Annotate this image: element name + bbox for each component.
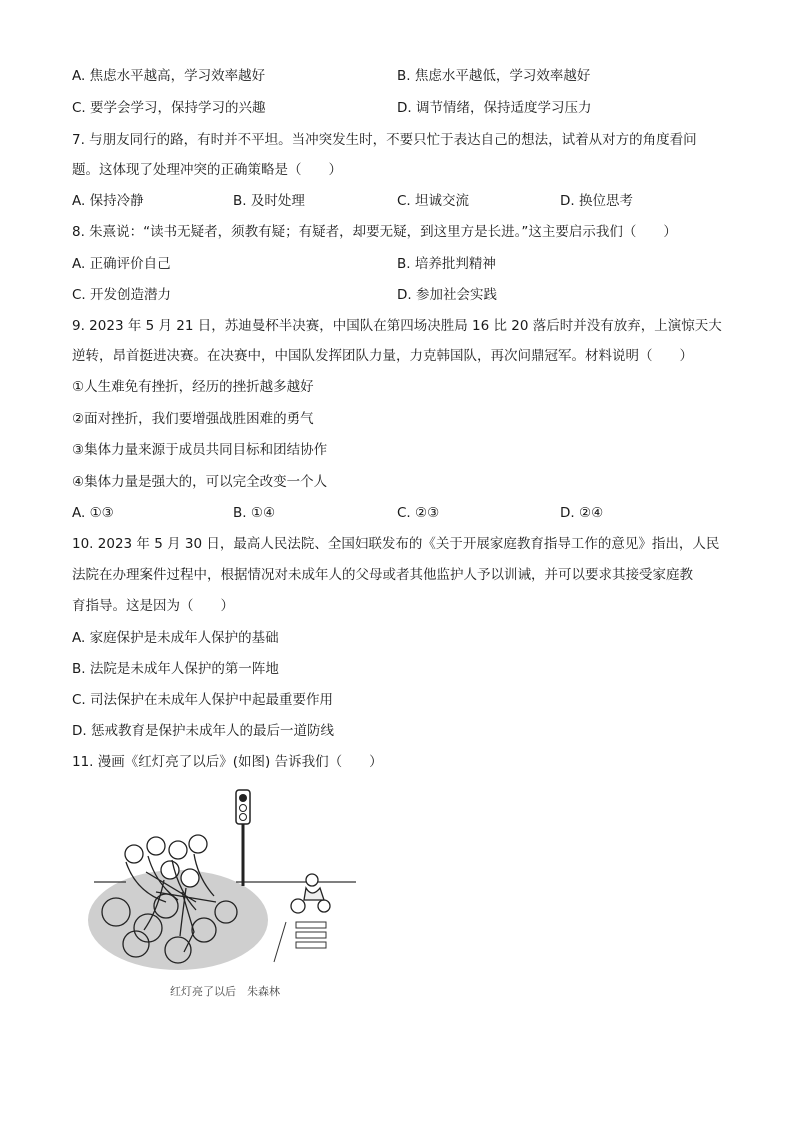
q8-option-a: A. 正确评价自己 (72, 256, 171, 272)
traffic-light-icon (236, 790, 250, 886)
q7-option-b: B. 及时处理 (233, 193, 305, 209)
child-cyclist-icon (291, 874, 330, 913)
q9-option-d: D. ②④ (560, 505, 604, 521)
q9-statement-1: ①人生难免有挫折，经历的挫折越多越好 (72, 379, 314, 395)
q9-stem-line1: 9. 2023 年 5 月 21 日，苏迪曼杯半决赛，中国队在第四场决胜局 16 比 20 落后时并没有放弃，上演惊天大 (72, 318, 722, 334)
q10-option-b: B. 法院是未成年人保护的第一阵地 (72, 661, 279, 677)
q10-option-c: C. 司法保护在未成年人保护中起最重要作用 (72, 692, 334, 708)
q10-option-a: A. 家庭保护是未成年人保护的基础 (72, 630, 279, 646)
q10-stem-line3: 育指导。这是因为（ ） (72, 598, 234, 614)
q6-option-c: C. 要学会学习，保持学习的兴趣 (72, 100, 266, 116)
q11-stem: 11. 漫画《红灯亮了以后》(如图) 告诉我们（ ） (72, 754, 383, 770)
q9-option-a: A. ①③ (72, 505, 114, 521)
comic-caption: 红灯亮了以后 朱森林 (170, 985, 280, 998)
q8-stem: 8. 朱熹说：“读书无疑者，须教有疑；有疑者，却要无疑，到这里方是长进。”这主要启示我们（ ） (72, 224, 677, 240)
q8-option-d: D. 参加社会实践 (397, 287, 497, 303)
q7-option-a: A. 保持冷静 (72, 193, 144, 209)
q9-stem-line2: 逆转，昂首挺进决赛。在决赛中，中国队发挥团队力量，力克韩国队，再次问鼎冠军。材料说明（ ） (72, 348, 693, 364)
q10-stem-line2: 法院在办理案件过程中，根据情况对未成年人的父母或者其他监护人予以训诫，并可以要求其接受家庭教 (72, 567, 693, 583)
q9-option-b: B. ①④ (233, 505, 276, 521)
q9-statement-4: ④集体力量是强大的，可以完全改变一个人 (72, 474, 328, 490)
q9-statement-2: ②面对挫折，我们要增强战胜困难的勇气 (72, 411, 314, 427)
q6-option-d: D. 调节情绪，保持适度学习压力 (397, 100, 592, 116)
comic-illustration (86, 782, 358, 978)
q6-option-a: A. 焦虑水平越高，学习效率越好 (72, 68, 266, 84)
q9-statement-3: ③集体力量来源于成员共同目标和团结协作 (72, 442, 328, 458)
q8-option-c: C. 开发创造潜力 (72, 287, 172, 303)
q7-option-d: D. 换位思考 (560, 193, 633, 209)
q10-option-d: D. 惩戒教育是保护未成年人的最后一道防线 (72, 723, 334, 739)
q10-stem-line1: 10. 2023 年 5 月 30 日，最高人民法院、全国妇联发布的《关于开展家庭教育指导工作的意见》指出，人民 (72, 536, 720, 552)
q9-option-c: C. ②③ (397, 505, 440, 521)
q7-option-c: C. 坦诚交流 (397, 193, 470, 209)
q8-option-b: B. 培养批判精神 (397, 256, 496, 272)
q7-stem-line2: 题。这体现了处理冲突的正确策略是（ ） (72, 162, 342, 178)
q7-stem-line1: 7. 与朋友同行的路，有时并不平坦。当冲突发生时，不要只忙于表达自己的想法，试着从对方的角度看问 (72, 132, 697, 148)
q6-option-b: B. 焦虑水平越低，学习效率越好 (397, 68, 591, 84)
